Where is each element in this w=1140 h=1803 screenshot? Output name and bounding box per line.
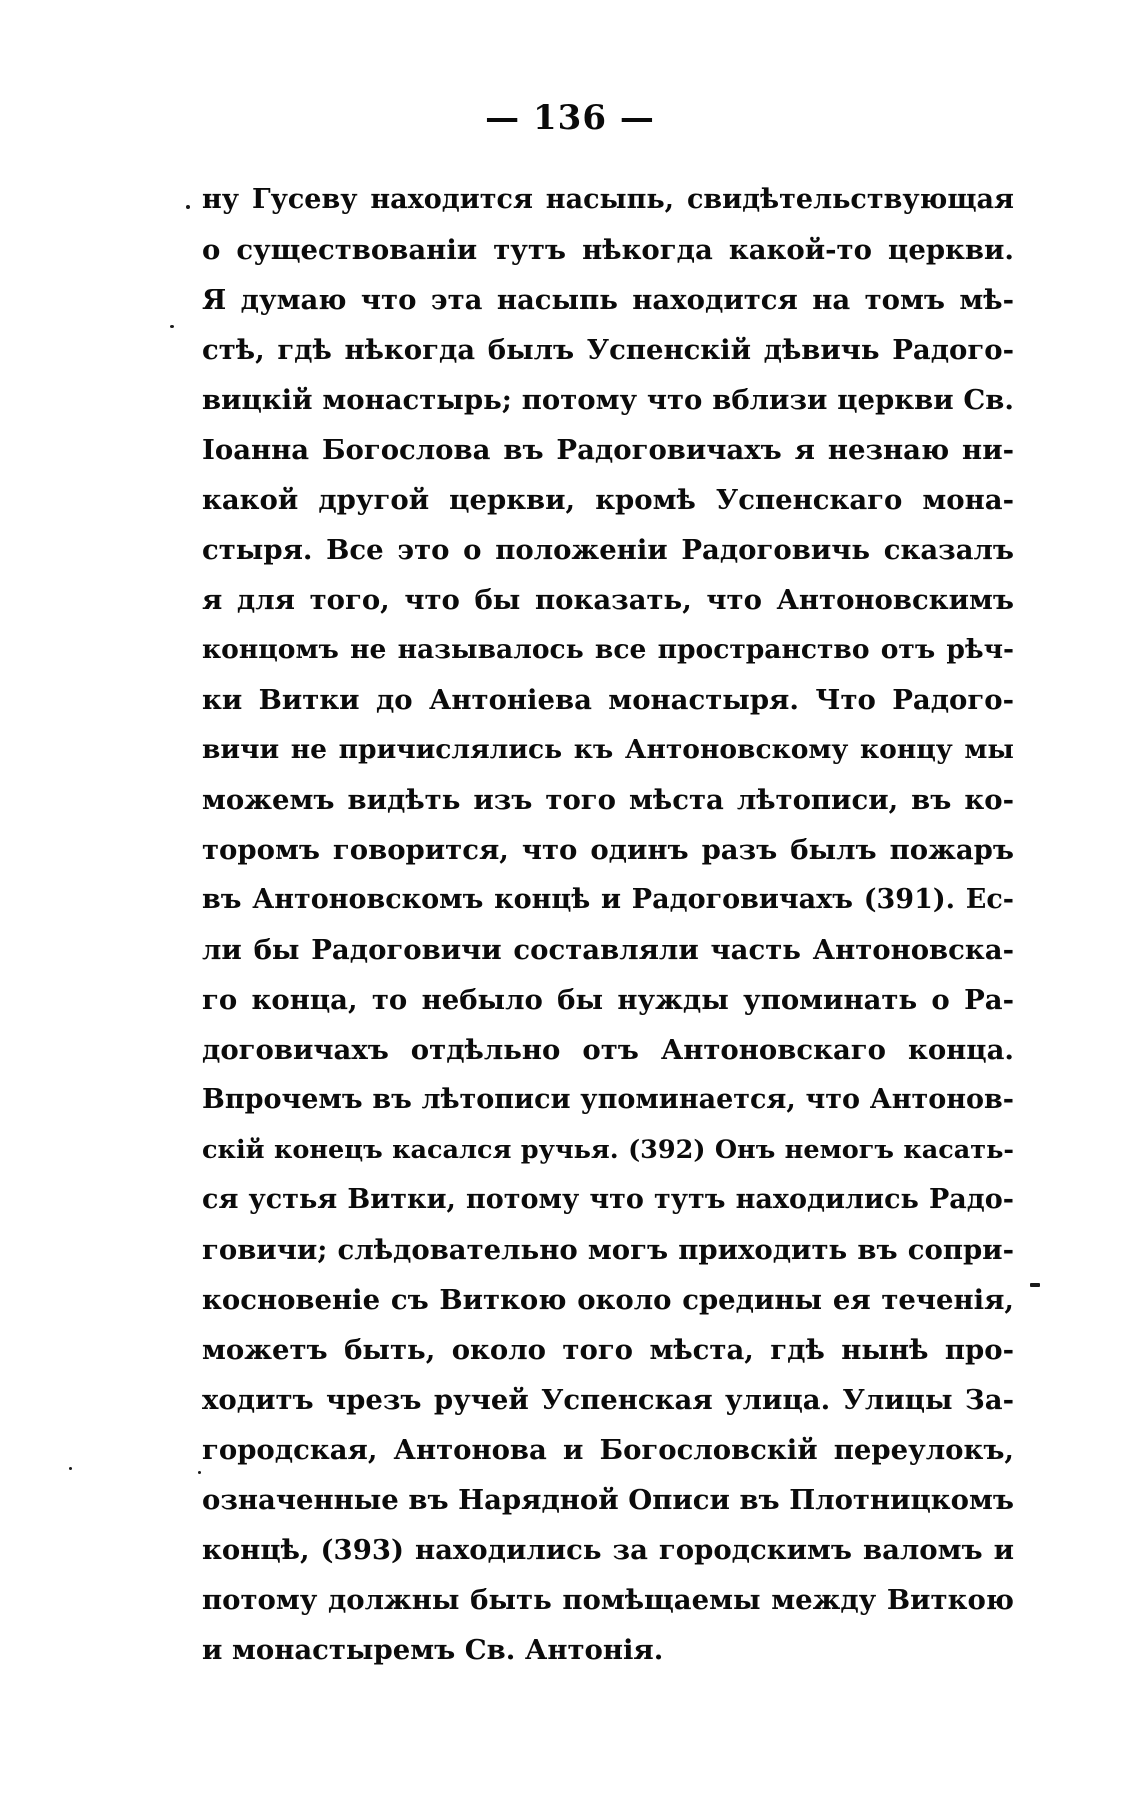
text-line: Впрочемъ въ лѣтописи упоминается, что Антонов- (202, 1084, 1014, 1115)
scan-speck (170, 325, 174, 328)
text-line: говичи; слѣдовательно могъ приходить въ сопри- (202, 1234, 1014, 1266)
text-line: го конца, то небыло бы нужды упоминать о Ра- (202, 984, 1014, 1016)
text-line: ли бы Радоговичи составляли часть Антоновска- (202, 934, 1014, 966)
page-body-text (202, 175, 1014, 1675)
text-line: потому должны быть помѣщаемы между Виткою (202, 1584, 1014, 1616)
text-line: концѣ, (393) находились за городскимъ валомъ и (202, 1534, 1014, 1566)
text-line: стѣ, гдѣ нѣкогда былъ Успенскій дѣвичь Радого- (202, 334, 1014, 366)
text-line: означенные въ Нарядной Описи въ Плотницкомъ (202, 1484, 1014, 1516)
text-line: я для того, что бы показать, что Антоновскимъ (202, 584, 1014, 616)
text-line: Іоанна Богослова въ Радоговичахъ я незнаю ни- (202, 434, 1014, 466)
text-line: стыря. Все это о положеніи Радоговичь сказалъ (202, 534, 1014, 566)
text-line: ся устья Витки, потому что тутъ находились Радо- (202, 1184, 1014, 1215)
text-line: въ Антоновскомъ концѣ и Радоговичахъ (391). Ес- (202, 884, 1014, 915)
text-line: торомъ говорится, что одинъ разъ былъ пожаръ (202, 834, 1014, 866)
scan-speck (1030, 1283, 1040, 1287)
text-line: и монастыремъ Св. Антонія. (202, 1634, 664, 1666)
scan-speck (186, 205, 190, 209)
text-line: договичахъ отдѣльно отъ Антоновскаго конца. (202, 1034, 1014, 1066)
text-line: скій конецъ касался ручья. (392) Онъ немогъ касать- (202, 1135, 1014, 1165)
text-line: концомъ не называлось все пространство отъ рѣч- (202, 634, 1014, 665)
text-line: о существованіи тутъ нѣкогда какой-то церкви. (202, 234, 1014, 266)
text-line: ну Гусеву находится насыпь, свидѣтельствующая (202, 184, 1014, 215)
text-line: какой другой церкви, кромѣ Успенскаго мона- (202, 484, 1014, 516)
page-number-header: — 136 — (485, 98, 655, 138)
scan-speck (69, 1467, 72, 1470)
text-line: косновеніе съ Виткою около средины ея теченія, (202, 1284, 1014, 1316)
scan-speck (198, 1471, 201, 1474)
text-line: можетъ быть, около того мѣста, гдѣ нынѣ про- (202, 1334, 1014, 1366)
text-line: городская, Антонова и Богословскій переулокъ, (202, 1434, 1014, 1466)
text-line: можемъ видѣть изъ того мѣста лѣтописи, въ ко- (202, 784, 1014, 816)
text-line: ходитъ чрезъ ручей Успенская улица. Улицы За- (202, 1384, 1014, 1416)
text-line: Я думаю что эта насыпь находится на томъ мѣ- (202, 284, 1014, 316)
text-line: ки Витки до Антоніева монастыря. Что Радого- (202, 684, 1014, 716)
text-line: вицкій монастырь; потому что вблизи церкви Св. (202, 384, 1014, 416)
text-line: вичи не причислялись къ Антоновскому концу мы (202, 734, 1014, 765)
